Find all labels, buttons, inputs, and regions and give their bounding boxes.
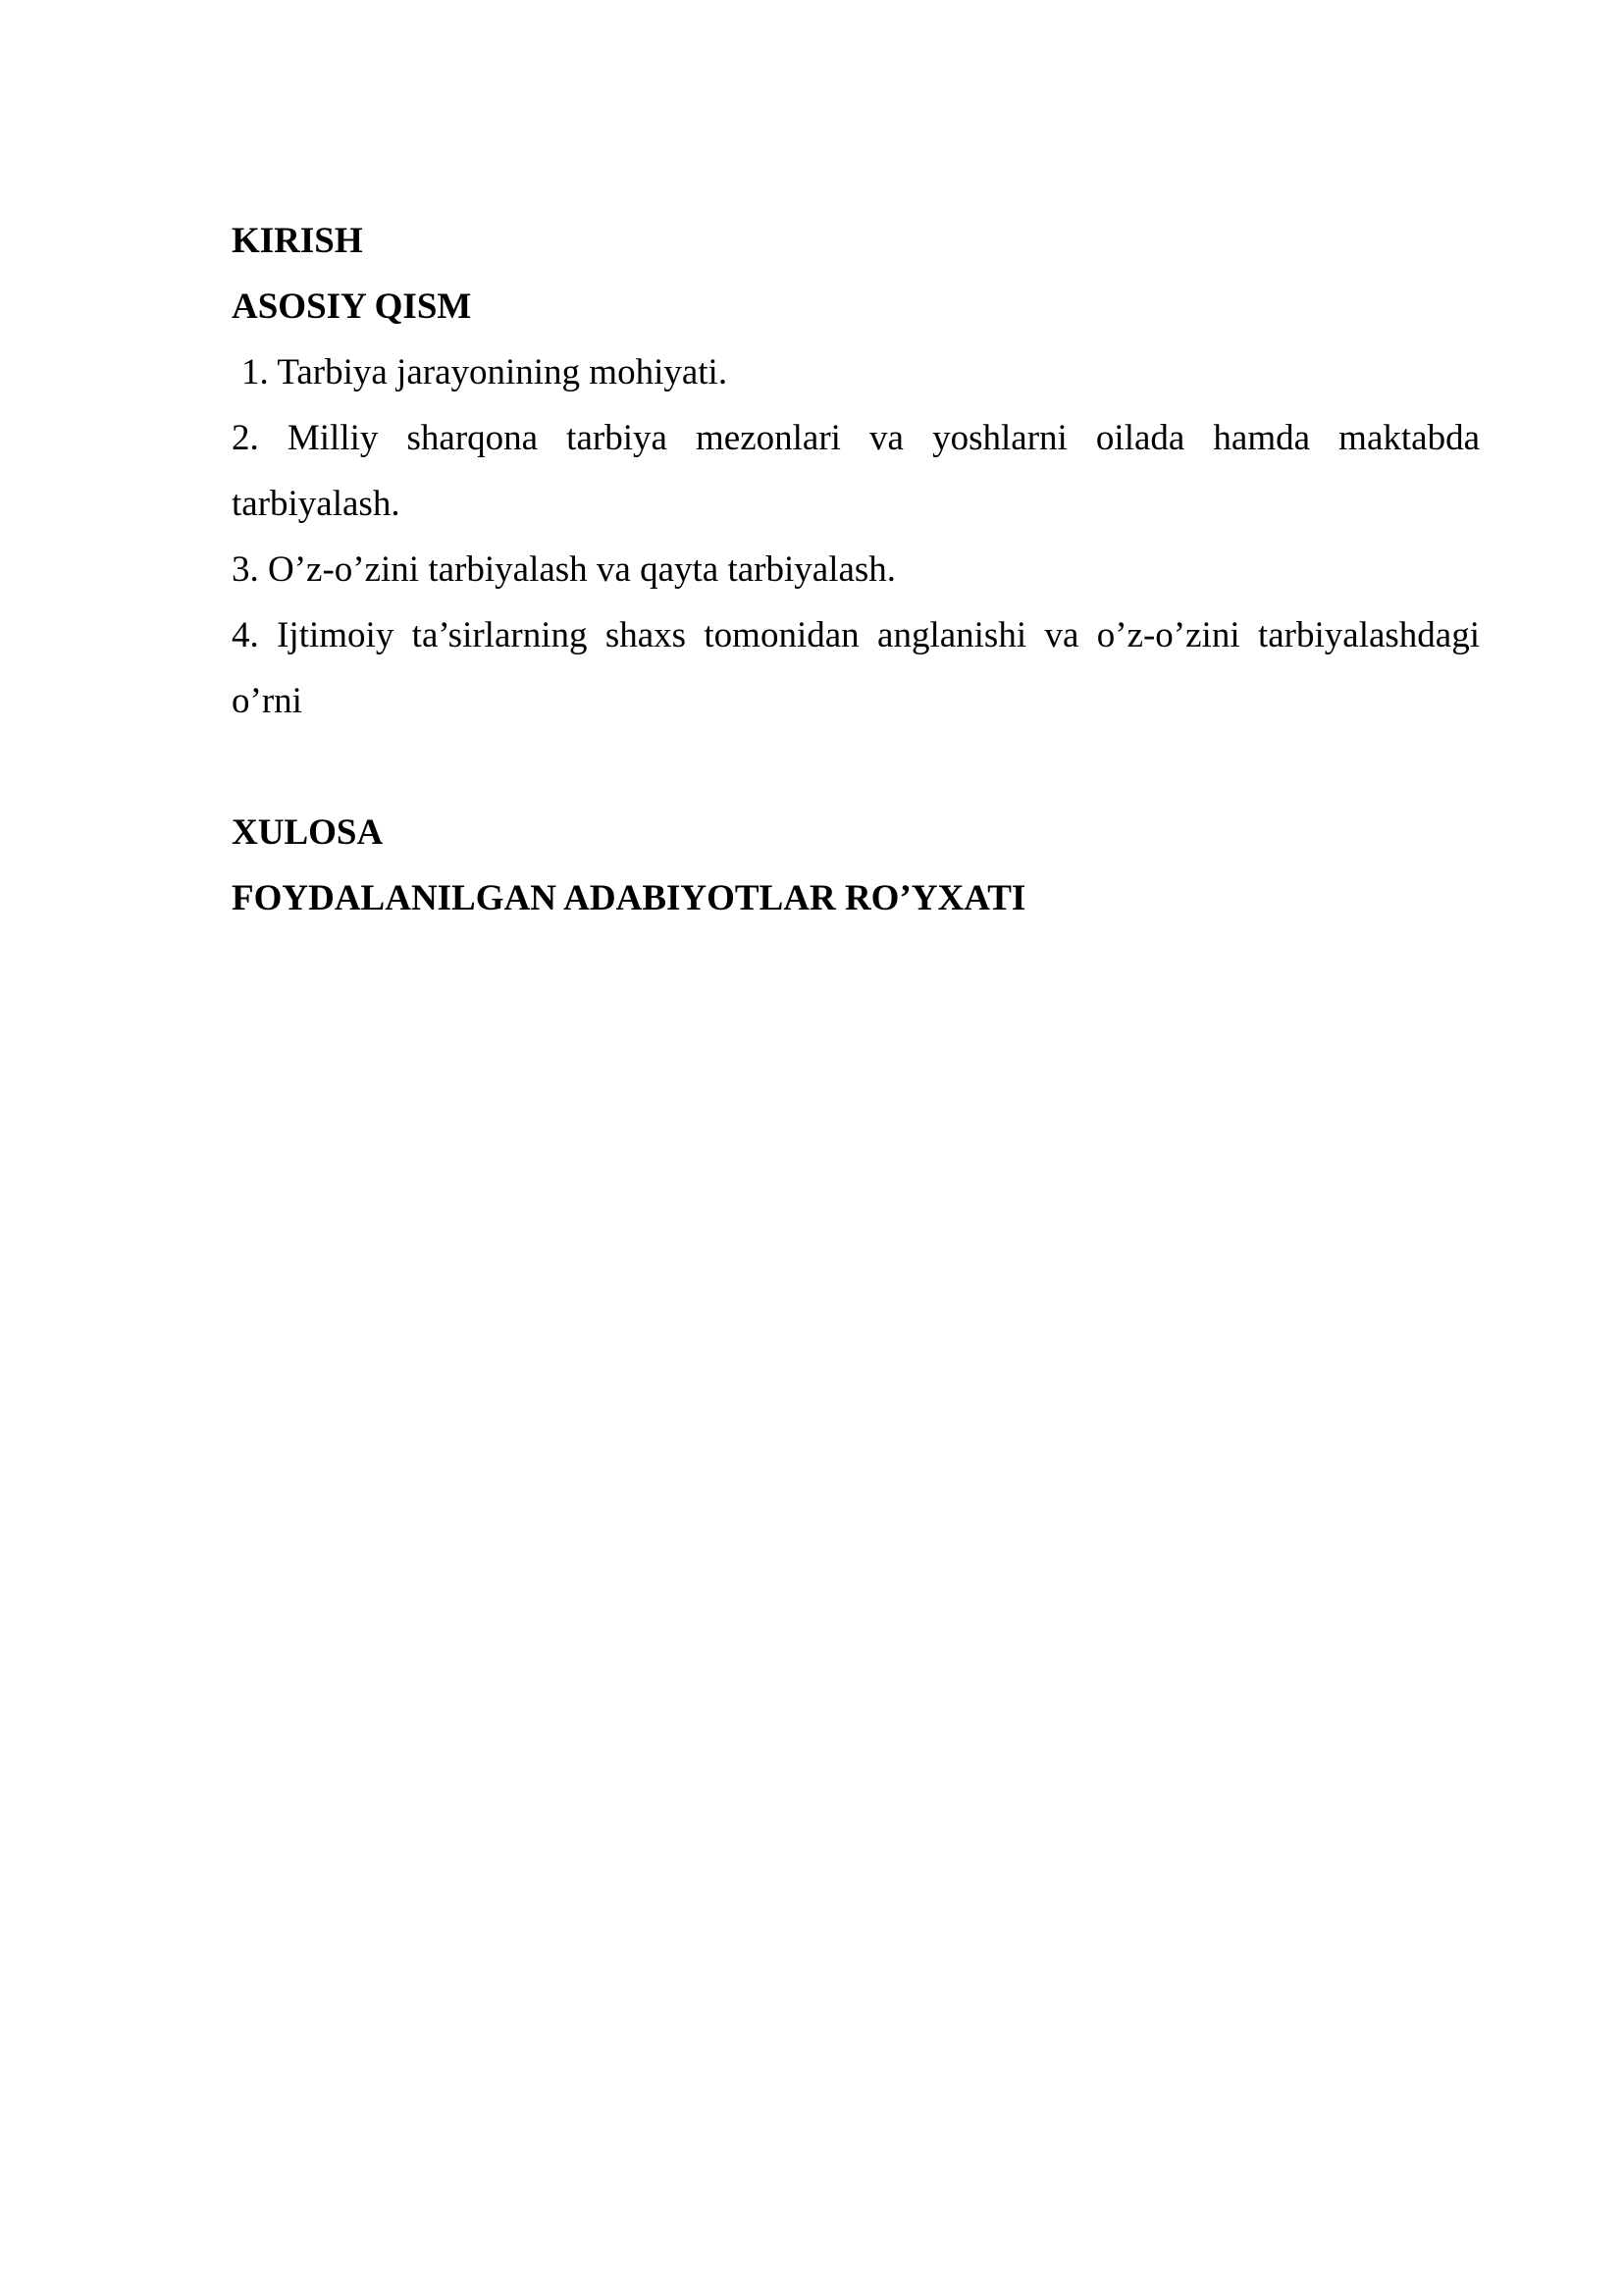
heading-main-part: ASOSIY QISM (232, 287, 472, 327)
table-of-contents (232, 208, 1480, 931)
heading-conclusion: XULOSA (232, 812, 384, 853)
heading-references: FOYDALANILGAN ADABIYOTLAR RO’YXATI (232, 878, 1026, 918)
heading-intro: KIRISH (232, 221, 363, 261)
spacer (232, 734, 1480, 800)
toc-item-4-line-2: o’rni (232, 681, 302, 721)
toc-item-2-line-2: tarbiyalash. (232, 484, 400, 524)
toc-item-2-line-1: 2. Milliy sharqona tarbiya mezonlari va yoshlarni oilada hamda maktabda (232, 418, 1480, 458)
toc-item-3: 3. O’z-o’zini tarbiyalash va qayta tarbiyalash. (232, 549, 897, 590)
toc-item-1: 1. Tarbiya jarayonining mohiyati. (241, 352, 728, 392)
toc-item-4-line-1: 4. Ijtimoiy ta’sirlarning shaxs tomonidan anglanishi va o’z-o’zini tarbiyalashdagi (232, 615, 1480, 655)
